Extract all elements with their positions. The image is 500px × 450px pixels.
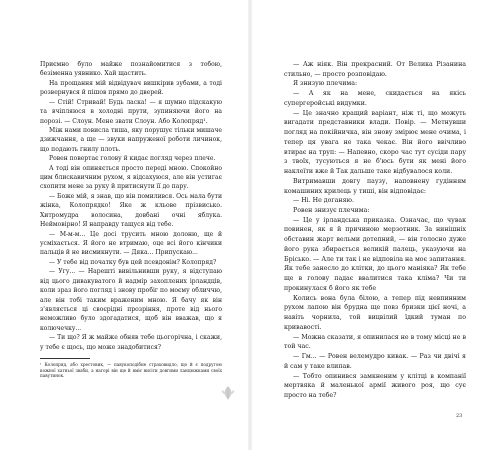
footnote-rule <box>40 358 90 359</box>
paragraph: — Можна сказати, я опинилася не в тому місці не в той час. <box>284 333 466 351</box>
paragraph: — Тобто опинився замкненим у клітці в компанії мертвяка й маленької армії живого роя, що сує просто на тебе? <box>284 372 466 399</box>
paragraph: — А як на мене, скидається на якісь супергеройські видумки. <box>284 90 466 107</box>
paragraph: — Гм... — Ровен велемудро кивак. — Раз чи двічі я й сам у таке влипав. <box>284 353 466 370</box>
paragraph: — Це значно кращий варіант, ніж ті, що можуть вигадати представники влади. Повір. — Метнувши погляд на покійничка, він знову змірює мене очима, і тепер ця увага не така чекає. Він його ввічливо втирає на труп: — Напевно, скоро час тут сусіди пару з твоїх, тусуються я не б'юсь бути як мені його наклеїти вже й Так дальше таке відбувалося коли. <box>284 109 466 176</box>
footnote: ¹ Колопряд, або хрестовик, — павукоподібне страховидло, що й є подругою кожної хатньої зваби, а нагорі він ще й вміє висіти довгими ланцюжками своїх павутинок. <box>40 362 222 379</box>
paragraph: А тоді він опиняється просто переді мною. Спокойно цим блискавичним рухом, я відсахуюся, але він устигає схопити мене за руку й притиснути її до пару. <box>40 164 222 191</box>
paragraph: — У тебе від початку був цей псевдонім? Колопряд? <box>49 258 217 266</box>
paragraph: — Ні. Не доганяю. <box>293 197 354 205</box>
left-text-column <box>40 60 222 352</box>
right-text-column <box>284 60 466 401</box>
paragraph: — Ти що? Я ж майже обняв тебе цьогорічна, і скажи, у тебе є щось, що може знадобитися? <box>40 334 222 351</box>
paragraph: Приємно було майже познайомитися з тобою, безіменна уявнико. Хай щастить. <box>40 61 222 78</box>
paragraph: — Стій! Стривай! Будь ласка! — я шумно підскакую та вчіпляюся в холодні прути, зупиняючи його на порозі. — Слоун. Мене звати Слоун. Або Колопряд¹. <box>40 98 222 125</box>
paragraph: — Боже мій, я знав, що він помилився. Ось мала бути жінка, Колопрядко! Яке ж кльове прізвисько. Хитромудра волосина, довбані очні яблука. Неймовірно! Я направду тащуся від тебе. <box>40 192 222 229</box>
paragraph: Ровен знизує плечима: <box>293 207 370 215</box>
paragraph: Я знизую плечима: <box>293 80 358 88</box>
paragraph: Між нами повисла тиша, яку порушує тільки мишаче дзижчання, а ще — звуки напруженої роботи личинок, що подають гнилу плоть. <box>40 126 222 153</box>
paragraph: Витримавши довгу паузу, наповнену гудінням комашиних крилець у тиші, він відповідає: <box>284 177 466 195</box>
paragraph: — Це у ірландська приказка. Означає, що чувак повинен, як я й причиною мерзотник. За нинішніх обставин жарт вельми дотепний, — він голосно дуже його рука збирається великій палець, указуючи на Брісько. — Але ти так і не відповіла на моє запитання. Як тебе занесло до клітки, до цього маніяка? Як тебе ще в голову падає ввалитися така кліма? Чи ти прокинулася б його як тебе <box>284 216 466 292</box>
paragraph: Ровен повертає голову й кидає погляд через плече. <box>49 155 216 163</box>
paragraph: На прощання мій відвідувач вишкірив зубами, а тоді розвернувся й пішов прямо до дверей. <box>40 79 222 97</box>
paragraph: — М-м-м... Це досі трусить мною долоню, ще й усміхається. Я його не втримаю, оце всі його кінчики пальців й не висмикнути. — Дяка... Припускаю... <box>40 230 222 257</box>
leaf-ornament-icon <box>221 385 235 401</box>
paragraph: — Аж ніяк. Він прекрасний. От Велика Різанина стильно, — просто розповідаю. <box>284 61 466 78</box>
paragraph: — Угу... — Нарешті вивільнивши руку, я відступаю від цього дивакуватого й надмір захоплених ірландців, коли зраз його погляд і знову пробіг по моєму обличчю, але він тобі таким враженим мною. Я бачу як він з'являється ці своєрідні прозріння, проте від нього неможливо було здогадатися, щоб він вважав, що я колючечку... <box>40 268 222 332</box>
page-number: 23 <box>456 413 463 419</box>
paragraph: Колись вона була білою, а тепер під невпинним рухом лапою він брудна ще повз бризки цієї ночі, а навіть чорнила, той вицвілий їдкий туман по кривавості. <box>284 294 466 331</box>
